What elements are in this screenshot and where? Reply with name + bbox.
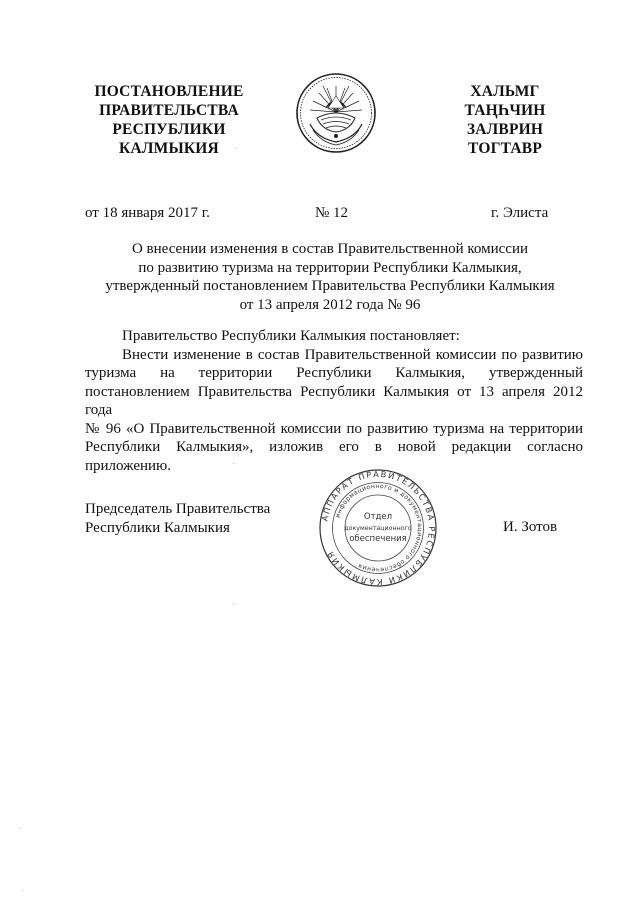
document-date: от 18 января 2017 г. — [85, 205, 210, 221]
header-right-line: ХАЛЬМГ — [470, 83, 540, 100]
document-city: г. Элиста — [491, 205, 549, 221]
header-right-line: ЗАЛВРИН — [466, 121, 544, 138]
body-line: Внести изменение в состав Правительственной комиссии по развитию — [122, 346, 583, 363]
header-left-line: РЕСПУБЛИКИ — [112, 121, 226, 138]
official-stamp — [318, 468, 438, 588]
header-right-line: ТАҢҺЧИН — [464, 102, 546, 119]
body-line: туризма на территории Республики Калмыкия, утвержденный — [85, 365, 583, 381]
stamp-inner-text: информационного и документационного обеспечения — [334, 482, 424, 574]
stamp-outer-text: АППАРАТ ПРАВИТЕЛЬСТВА РЕСПУБЛИКИ КАЛМЫКИЯ — [319, 468, 438, 588]
signer-name: И. Зотов — [503, 519, 558, 535]
body-line: постановлением Правительства Республики Калмыкия от 13 апреля 2012 года — [85, 383, 583, 418]
document-number: № 12 — [315, 205, 349, 221]
scan-speck — [233, 463, 234, 464]
body-intro: Правительство Республики Калмыкия постановляет: — [122, 328, 460, 344]
header-left-russian — [74, 82, 264, 158]
stamp-center-line: Отдел — [363, 512, 393, 522]
stamp-center-line: документационного — [344, 525, 412, 532]
signer-position — [85, 500, 270, 538]
stamp-center-line: обеспечения — [349, 534, 407, 544]
kalmykia-emblem-icon — [295, 72, 377, 154]
scan-speck — [236, 148, 237, 149]
scan-speck — [233, 603, 234, 604]
body-line: приложению. — [85, 457, 172, 474]
scan-speck — [20, 828, 21, 829]
signer-line: Председатель Правительства — [85, 501, 271, 517]
signer-line: Республики Калмыкия — [85, 520, 230, 536]
header-left-line: ПРАВИТЕЛЬСТВА — [99, 102, 239, 119]
header-right-kalmyk — [440, 82, 570, 158]
header-right-line: ТОГТАВР — [467, 140, 543, 157]
title-line: утвержденный постановлением Правительства Республики Калмыкия — [105, 278, 555, 294]
title-line: от 13 апреля 2012 года № 96 — [239, 296, 421, 313]
document-body — [85, 327, 583, 475]
title-line: по развитию туризма на территории Республики Калмыкия, — [138, 259, 522, 276]
document-title — [100, 240, 560, 314]
header-left-line: ПОСТАНОВЛЕНИЕ — [94, 83, 244, 100]
body-line: № 96 «О Правительственной комиссии по развитию туризма на территории — [85, 420, 583, 437]
body-line: Республики Калмыкия», изложив его в новой редакции согласно — [85, 439, 583, 455]
title-line: О внесении изменения в состав Правительственной комиссии — [131, 241, 529, 257]
header-left-line: КАЛМЫКИЯ — [119, 140, 219, 157]
scan-speck — [22, 890, 23, 891]
